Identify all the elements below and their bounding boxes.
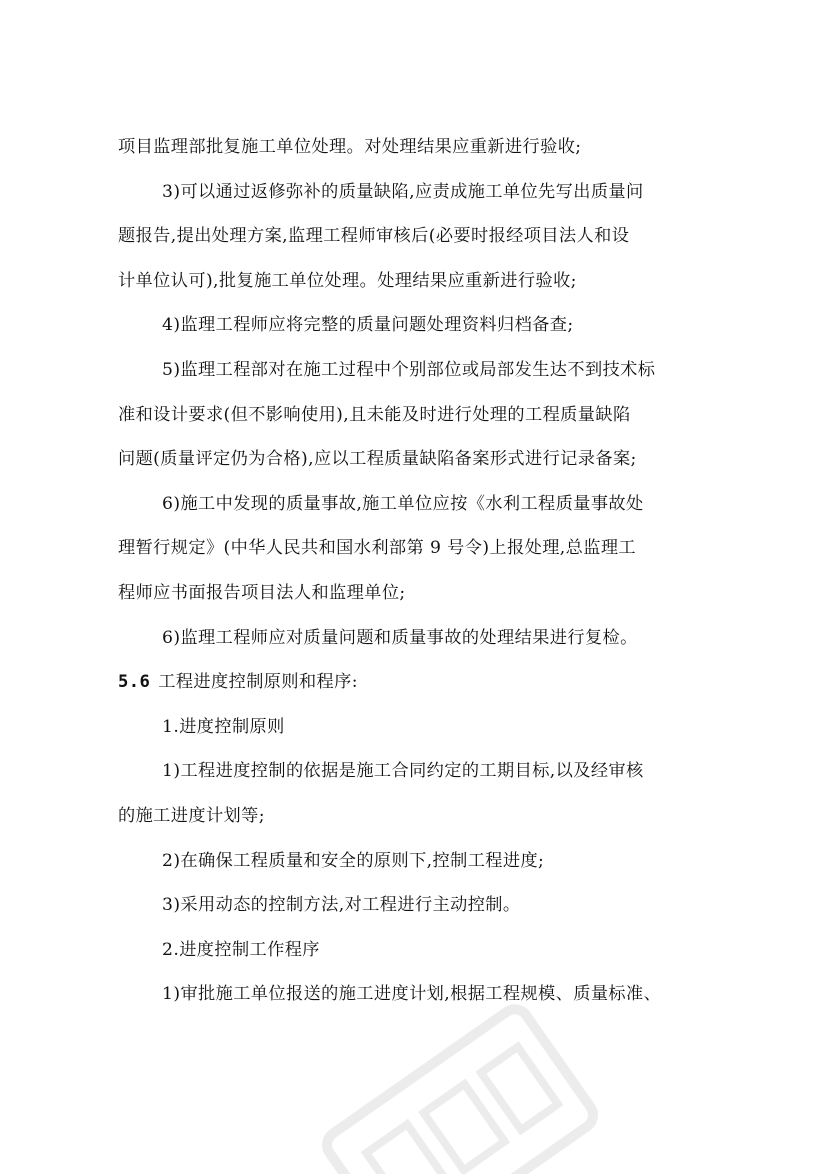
text-line: 4)监理工程师应将完整的质量问题处理资料归档备查; [162, 315, 574, 336]
text-line: 计单位认可),批复施工单位处理。处理结果应重新进行验收; [118, 270, 577, 291]
text-line: 3)采用动态的控制方法,对工程进行主动控制。 [162, 895, 521, 916]
text-line: 理暂行规定》(中华人民共和国水利部第 9 号令)上报处理,总监理工 [118, 538, 637, 559]
text-line: 3)可以通过返修弥补的质量缺陷,应责成施工单位先写出质量问 [162, 181, 644, 202]
text-line: 6)监理工程师应对质量问题和质量事故的处理结果进行复检。 [162, 627, 638, 648]
text-line: 6)施工中发现的质量事故,施工单位应按《水利工程质量事故处 [162, 493, 644, 514]
section-number: 5.6 [118, 672, 151, 693]
subsection-heading: 2.进度控制工作程序 [162, 939, 320, 960]
text-line: 问题(质量评定仍为合格),应以工程质量缺陷备案形式进行记录备案; [118, 449, 637, 470]
text-line: 1)审批施工单位报送的施工进度计划,根据工程规模、质量标准、 [162, 984, 662, 1005]
text-line: 程师应书面报告项目法人和监理单位; [118, 582, 406, 603]
section-heading [118, 660, 718, 705]
text-line: 项目监理部批复施工单位处理。对处理结果应重新进行验收; [118, 137, 582, 157]
body-text [118, 125, 718, 1017]
text-line: 题报告,提出处理方案,监理工程师审核后(必要时报经项目法人和设 [118, 226, 630, 247]
section-title: 工程进度控制原则和程序: [158, 672, 358, 693]
text-line: 2)在确保工程质量和安全的原则下,控制工程进度; [162, 850, 545, 871]
text-line: 的施工进度计划等; [118, 805, 265, 826]
subsection-heading: 1.进度控制原则 [162, 716, 285, 737]
text-line: 1)工程进度控制的依据是施工合同约定的工期目标,以及经审核 [162, 761, 644, 782]
text-line: 准和设计要求(但不影响使用),且未能及时进行处理的工程质量缺陷 [118, 404, 631, 425]
text-line: 5)监理工程部对在施工过程中个别部位或局部发生达不到技术标 [162, 359, 656, 380]
